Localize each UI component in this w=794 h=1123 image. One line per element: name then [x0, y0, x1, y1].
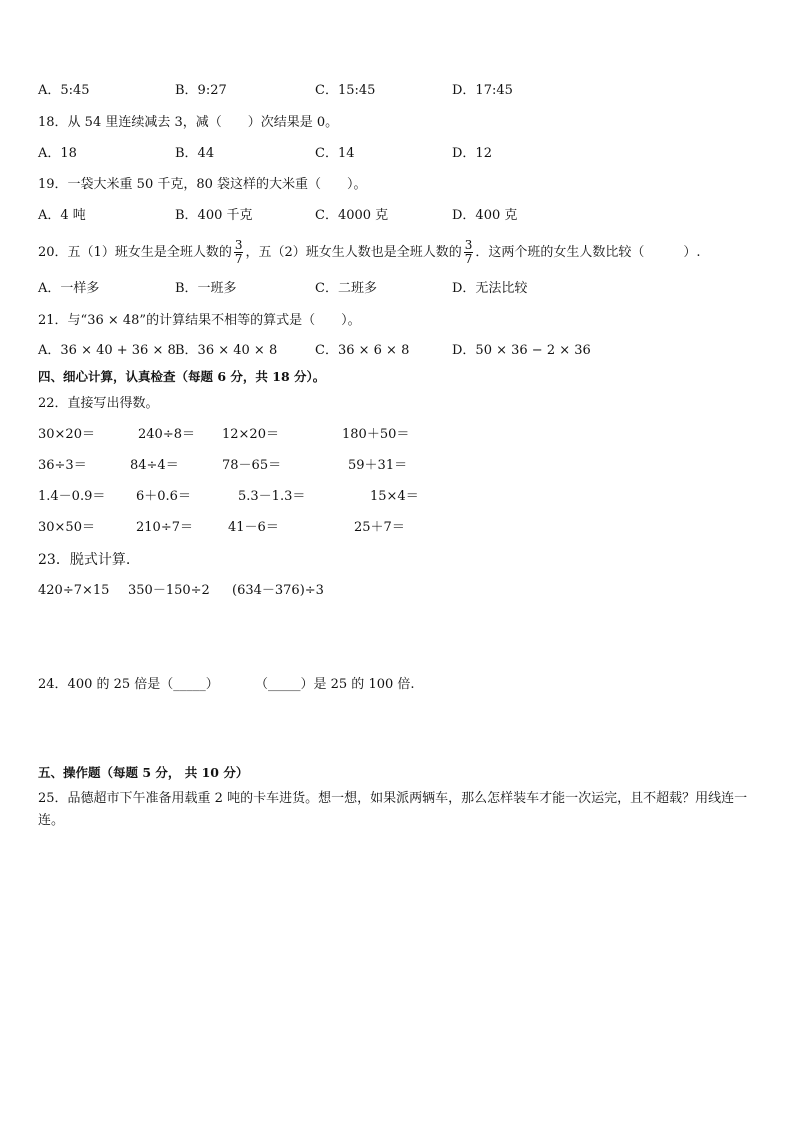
q20-option-d: D．无法比较: [452, 281, 528, 296]
section-4-heading: 四、细心计算，认真检查（每题 6 分，共 18 分）。: [38, 369, 326, 384]
q22-item: 1.4－0.9＝: [38, 489, 106, 504]
q22-item: 25＋7＝: [354, 520, 405, 535]
q22-item: 30×50＝: [38, 520, 95, 535]
q20-fraction-1: [234, 239, 244, 266]
q22-item: 84÷4＝: [130, 458, 179, 473]
q18-option-a: A．18: [38, 146, 77, 161]
q18-stem: 18．从 54 里连续减去 3，减（ ）次结果是 0。: [38, 115, 339, 130]
q20-text-part3: ．这两个班的女生人数比较（ ）.: [475, 245, 701, 260]
q20-stem: [38, 238, 701, 268]
q22-item: 78－65＝: [222, 458, 282, 473]
q22-item: 59＋31＝: [348, 458, 408, 473]
q23-stem: 23．脱式计算.: [38, 552, 131, 568]
q20-text-part2: ，五（2）班女生人数也是全班人数的: [245, 245, 462, 260]
q22-item: 210÷7＝: [136, 520, 193, 535]
q20-fraction-2: [464, 239, 474, 266]
q20-text-part1: 20．五（1）班女生是全班人数的: [38, 245, 232, 260]
q22-item: 41－6＝: [228, 520, 279, 535]
q24-part2: （_____）是 25 的 100 倍.: [255, 677, 415, 692]
q21-option-c: C．36 × 6 × 8: [315, 343, 410, 358]
q22-item: 12×20＝: [222, 427, 279, 442]
q19-option-d: D．400 克: [452, 208, 518, 223]
q21-option-a: A．36 × 40 + 36 × 8: [38, 343, 176, 358]
q17-option-b: B．9:27: [175, 83, 227, 98]
q22-item: 240÷8＝: [138, 427, 195, 442]
q22-item: 36÷3＝: [38, 458, 87, 473]
q20-option-c: C．二班多: [315, 281, 377, 296]
q17-option-d: D．17:45: [452, 83, 513, 98]
q25-stem: 25．品德超市下午准备用载重 2 吨的卡车进货。想一想，如果派两辆车，那么怎样装车才能一次运完，且不超载？用线连一连。: [38, 791, 748, 828]
q18-option-b: B．44: [175, 146, 215, 161]
q19-option-a: A．4 吨: [38, 208, 86, 223]
q20-fraction-1-denominator: 7: [234, 252, 243, 266]
q22-stem: 22．直接写出得数。: [38, 396, 159, 411]
q18-option-c: C．14: [315, 146, 355, 161]
q22-item: 15×4＝: [370, 489, 419, 504]
q20-fraction-2-numerator: 3: [464, 238, 473, 252]
q19-option-b: B．400 千克: [175, 208, 253, 223]
q21-option-b: B．36 × 40 × 8: [175, 343, 278, 358]
q23-item: (634－376)÷3: [232, 583, 324, 598]
q19-stem: 19．一袋大米重 50 千克，80 袋这样的大米重（ ）。: [38, 177, 367, 192]
q20-option-b: B．一班多: [175, 281, 237, 296]
q20-fraction-2-denominator: 7: [464, 252, 473, 266]
q22-item: 180＋50＝: [342, 427, 410, 442]
q20-option-a: A．一样多: [38, 281, 100, 296]
q20-fraction-1-numerator: 3: [234, 238, 243, 252]
q22-item: 30×20＝: [38, 427, 95, 442]
q17-option-a: A．5:45: [38, 83, 90, 98]
q21-option-d: D．50 × 36 − 2 × 36: [452, 343, 591, 358]
q17-option-c: C．15:45: [315, 83, 376, 98]
q21-stem: 21．与“36 × 48”的计算结果不相等的算式是（ ）。: [38, 313, 361, 328]
q22-item: 5.3－1.3＝: [238, 489, 306, 504]
q24-part1: 24．400 的 25 倍是（_____）: [38, 677, 219, 692]
section-5-heading: 五、操作题（每题 5 分， 共 10 分）: [38, 765, 249, 780]
q23-item: 420÷7×15: [38, 583, 110, 598]
q23-item: 350－150÷2: [128, 583, 210, 598]
q19-option-c: C．4000 克: [315, 208, 389, 223]
q18-option-d: D．12: [452, 146, 492, 161]
q22-item: 6＋0.6＝: [136, 489, 191, 504]
